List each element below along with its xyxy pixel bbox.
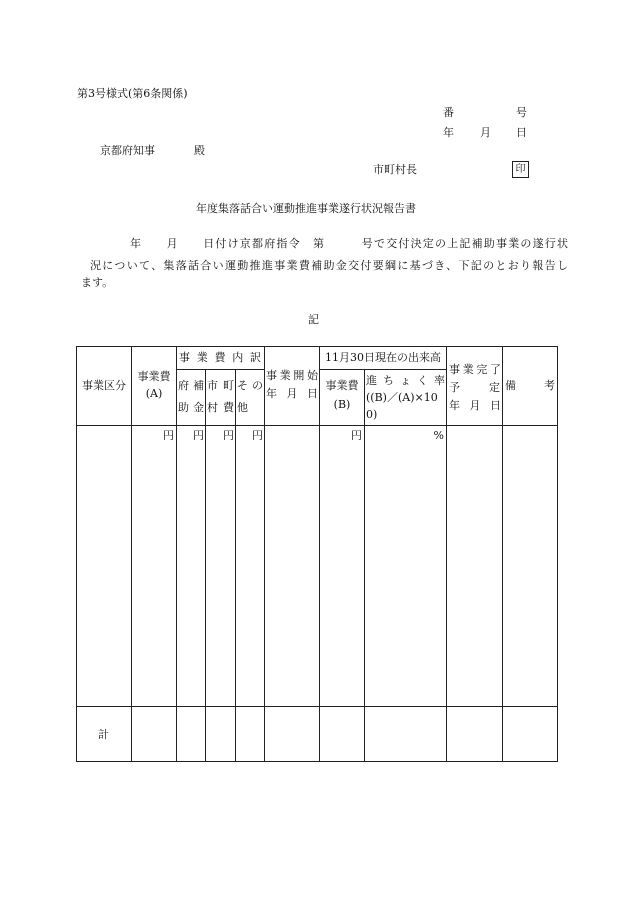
unit-yen-pref: 円 bbox=[193, 429, 204, 442]
form-number: 第3号様式(第6条関係) bbox=[77, 87, 188, 100]
group-header-breakdown: 事業費内訳 bbox=[179, 351, 261, 364]
col-header-category: 事業区分 bbox=[82, 379, 126, 392]
col-header-pref-subsidy-1: 府補 bbox=[178, 379, 204, 392]
col-header-start-date-2: 年月日 bbox=[266, 387, 318, 400]
col-header-muni-cost-2: 村費 bbox=[207, 401, 234, 414]
col-header-end-date-3: 年月日 bbox=[449, 399, 501, 412]
col-header-remarks-1: 備 bbox=[505, 379, 516, 392]
unit-yen-other: 円 bbox=[252, 429, 263, 442]
unit-yen-cost-a: 円 bbox=[163, 429, 174, 442]
number-label-go: 号 bbox=[516, 106, 527, 119]
col-header-other-2: 他 bbox=[237, 401, 248, 414]
total-label: 計 bbox=[98, 728, 109, 741]
col-header-progress-rate-1: 進ちょく率 bbox=[366, 374, 445, 387]
col-header-pref-subsidy-2: 助金 bbox=[178, 401, 204, 414]
col-header-cost-b: 事業費 bbox=[325, 379, 359, 392]
col-header-end-date-2b: 定 bbox=[489, 381, 500, 394]
unit-yen-muni: 円 bbox=[223, 429, 234, 442]
seal-stamp: 印 bbox=[512, 161, 529, 178]
col-header-end-date-1: 事業完了 bbox=[449, 363, 501, 376]
col-header-end-date-2a: 予 bbox=[449, 381, 460, 394]
date-day-label: 日 bbox=[516, 126, 527, 139]
body-line-2: 況について、集落話合い運動推進事業費補助金交付要綱に基づき、下記のとおり報告し bbox=[90, 259, 568, 272]
col-header-start-date-1: 事業開始 bbox=[266, 369, 318, 382]
unit-percent-rate: % bbox=[433, 429, 444, 442]
col-header-remarks-2: 考 bbox=[544, 379, 555, 392]
addressee-honorific: 殿 bbox=[194, 144, 205, 157]
date-year-label: 年 bbox=[443, 126, 454, 139]
col-header-other-1: その bbox=[237, 379, 263, 392]
addressee: 京都府知事 bbox=[100, 144, 155, 157]
number-label-ban: 番 bbox=[443, 106, 454, 119]
col-header-progress-rate-3: 0) bbox=[366, 408, 378, 421]
col-header-muni-cost-1: 市町 bbox=[207, 379, 234, 392]
sender: 市町村長 bbox=[373, 163, 417, 176]
col-header-cost-a: 事業費 bbox=[137, 370, 171, 383]
note-heading: 記 bbox=[308, 313, 319, 326]
unit-yen-cost-b: 円 bbox=[351, 429, 362, 442]
col-header-progress-rate-2: ((B)／(A)×10 bbox=[366, 391, 438, 404]
col-header-cost-a-symbol: (A) bbox=[145, 387, 163, 400]
group-header-progress: 11月30日現在の出来高 bbox=[325, 351, 441, 364]
body-line-3: ます。 bbox=[81, 276, 114, 289]
date-month-label: 月 bbox=[480, 126, 491, 139]
document-title: 年度集落話合い運動推進事業遂行状況報告書 bbox=[196, 202, 416, 215]
col-header-cost-b-symbol: (B) bbox=[333, 398, 351, 411]
body-line-1: 年 月 日付け京都府指令 第 号で交付決定の上記補助事業の遂行状 bbox=[130, 237, 568, 250]
